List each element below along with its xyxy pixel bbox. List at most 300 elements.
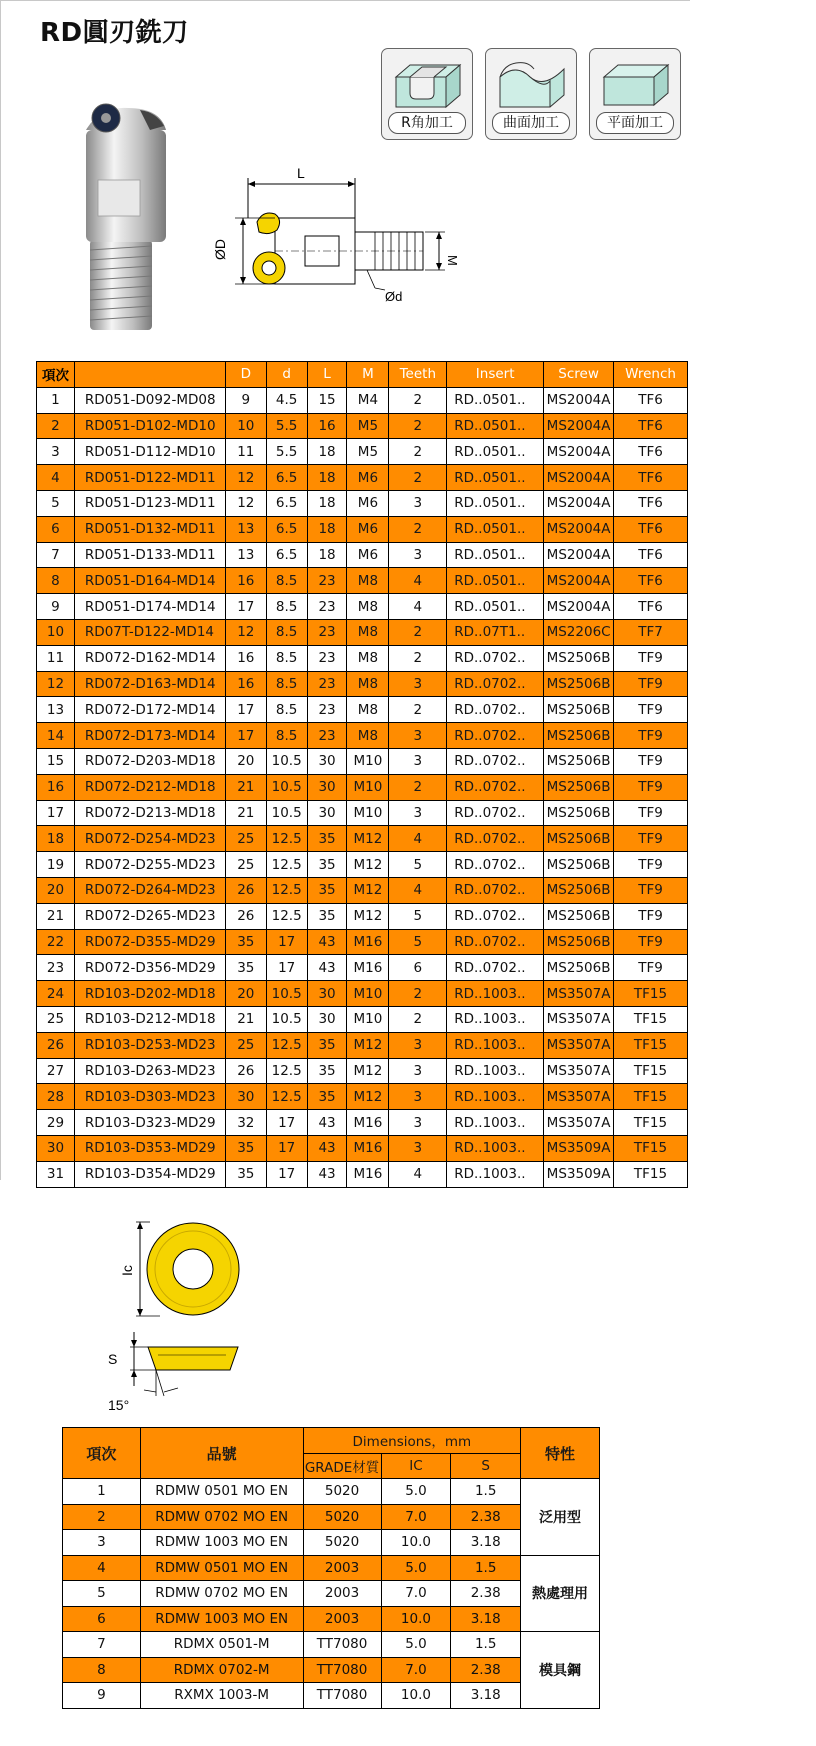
cell-item: 29: [37, 1110, 75, 1136]
cell-L: 30: [307, 774, 347, 800]
cell-item: 10: [37, 619, 75, 645]
cell-teeth: 2: [389, 1006, 447, 1032]
operation-r-corner: [381, 48, 473, 140]
cell-model: RD072-D265-MD23: [74, 903, 225, 929]
cell-grade: 2003: [303, 1555, 381, 1581]
cell-D: 17: [225, 697, 266, 723]
cell-model: RD103-D212-MD18: [74, 1006, 225, 1032]
cell-wrench: TF6: [614, 516, 688, 542]
cell-model: RD072-D162-MD14: [74, 645, 225, 671]
cell-model: RD103-D323-MD29: [74, 1110, 225, 1136]
cell-teeth: 2: [389, 413, 447, 439]
cell-insert: RD..1003..: [447, 1032, 544, 1058]
cell-screw: MS2506B: [544, 723, 614, 749]
cell-L: 43: [307, 1161, 347, 1187]
cell-D: 21: [225, 774, 266, 800]
operation-label: 平面加工: [596, 112, 674, 134]
cell-d: 10.5: [266, 774, 307, 800]
cell-grade: 5020: [303, 1530, 381, 1556]
cell-teeth: 2: [389, 439, 447, 465]
col-M: M: [347, 362, 389, 388]
cell-d: 8.5: [266, 697, 307, 723]
cell-item: 22: [37, 929, 75, 955]
cell-M: M12: [347, 852, 389, 878]
cell-insert: RD..0702..: [447, 877, 544, 903]
cell-d: 6.5: [266, 490, 307, 516]
cell-screw: MS3507A: [544, 1006, 614, 1032]
cell-ic: 5.0: [381, 1479, 451, 1505]
cell-wrench: TF15: [614, 1084, 688, 1110]
cell-d: 10.5: [266, 748, 307, 774]
col-item: 項次: [63, 1428, 141, 1479]
cell-M: M16: [347, 929, 389, 955]
cell-D: 9: [225, 387, 266, 413]
cell-wrench: TF9: [614, 929, 688, 955]
cell-insert: RD..0501..: [447, 387, 544, 413]
cell-teeth: 4: [389, 826, 447, 852]
curved-surface-machining-icon: [494, 55, 570, 115]
cell-L: 23: [307, 723, 347, 749]
cell-item: 14: [37, 723, 75, 749]
cell-M: M8: [347, 594, 389, 620]
cell-s: 1.5: [451, 1632, 521, 1658]
cell-M: M10: [347, 981, 389, 1007]
table-row: [37, 697, 688, 723]
cell-D: 17: [225, 594, 266, 620]
cell-wrench: TF15: [614, 1006, 688, 1032]
cell-screw: MS2506B: [544, 774, 614, 800]
cell-wrench: TF15: [614, 1058, 688, 1084]
cell-M: M6: [347, 516, 389, 542]
cell-product: RDMW 0702 MO EN: [140, 1504, 303, 1530]
cell-L: 35: [307, 826, 347, 852]
cell-wrench: TF9: [614, 800, 688, 826]
cell-insert: RD..0702..: [447, 903, 544, 929]
cell-D: 25: [225, 852, 266, 878]
table-row: [37, 955, 688, 981]
cell-item: 2: [37, 413, 75, 439]
cell-M: M5: [347, 413, 389, 439]
cell-item: 23: [37, 955, 75, 981]
cell-item: 24: [37, 981, 75, 1007]
table-row: [37, 594, 688, 620]
cell-item: 4: [37, 465, 75, 491]
cell-L: 30: [307, 800, 347, 826]
cell-item: 5: [63, 1581, 141, 1607]
cell-screw: MS2004A: [544, 542, 614, 568]
cell-d: 8.5: [266, 619, 307, 645]
cell-insert: RD..1003..: [447, 1161, 544, 1187]
cell-item: 1: [37, 387, 75, 413]
cell-teeth: 3: [389, 723, 447, 749]
cell-grade: 2003: [303, 1581, 381, 1607]
cell-s: 1.5: [451, 1479, 521, 1505]
cell-ic: 7.0: [381, 1581, 451, 1607]
cell-M: M10: [347, 800, 389, 826]
cell-L: 23: [307, 671, 347, 697]
cell-insert: RD..0702..: [447, 671, 544, 697]
cell-item: 12: [37, 671, 75, 697]
cell-teeth: 3: [389, 1058, 447, 1084]
cell-M: M16: [347, 1161, 389, 1187]
cell-d: 17: [266, 1110, 307, 1136]
cell-ic: 7.0: [381, 1504, 451, 1530]
cell-d: 10.5: [266, 800, 307, 826]
cell-teeth: 5: [389, 903, 447, 929]
cell-M: M12: [347, 877, 389, 903]
cell-item: 7: [37, 542, 75, 568]
cell-item: 17: [37, 800, 75, 826]
cell-screw: MS2004A: [544, 387, 614, 413]
cell-D: 12: [225, 619, 266, 645]
cell-insert: RD..0501..: [447, 542, 544, 568]
cell-insert: RD..1003..: [447, 1084, 544, 1110]
cell-screw: MS2506B: [544, 800, 614, 826]
cell-wrench: TF15: [614, 1110, 688, 1136]
cell-D: 20: [225, 981, 266, 1007]
cell-item: 1: [63, 1479, 141, 1505]
col-wrench: Wrench: [614, 362, 688, 388]
cell-M: M6: [347, 465, 389, 491]
cell-insert: RD..0702..: [447, 723, 544, 749]
cell-s: 3.18: [451, 1606, 521, 1632]
cell-screw: MS2506B: [544, 748, 614, 774]
cell-model: RD072-D212-MD18: [74, 774, 225, 800]
table-row: [37, 645, 688, 671]
cell-grade: TT7080: [303, 1683, 381, 1709]
cell-screw: MS3507A: [544, 981, 614, 1007]
cell-grade: 5020: [303, 1479, 381, 1505]
cell-item: 9: [63, 1683, 141, 1709]
cell-M: M8: [347, 671, 389, 697]
cell-item: 20: [37, 877, 75, 903]
cell-wrench: TF9: [614, 955, 688, 981]
cell-model: RD072-D255-MD23: [74, 852, 225, 878]
cell-teeth: 2: [389, 981, 447, 1007]
cell-item: 19: [37, 852, 75, 878]
cell-L: 23: [307, 594, 347, 620]
cell-item: 2: [63, 1504, 141, 1530]
table-row: [37, 1084, 688, 1110]
cell-model: RD051-D102-MD10: [74, 413, 225, 439]
cell-s: 2.38: [451, 1504, 521, 1530]
cell-L: 18: [307, 465, 347, 491]
cell-product: RDMW 0702 MO EN: [140, 1581, 303, 1607]
cell-L: 18: [307, 542, 347, 568]
cell-L: 35: [307, 877, 347, 903]
page-border-left: [0, 0, 1, 1180]
cell-L: 43: [307, 1110, 347, 1136]
cell-teeth: 3: [389, 800, 447, 826]
cell-screw: MS2506B: [544, 671, 614, 697]
insert-ic-label: Ic: [119, 1265, 135, 1276]
cell-product: RDMW 0501 MO EN: [140, 1479, 303, 1505]
table-row: [37, 903, 688, 929]
col-D: D: [225, 362, 266, 388]
cell-s: 2.38: [451, 1657, 521, 1683]
tool-spec-table: [36, 361, 688, 1188]
table-row: [37, 413, 688, 439]
cell-model: RD072-D355-MD29: [74, 929, 225, 955]
cell-d: 12.5: [266, 826, 307, 852]
cell-item: 4: [63, 1555, 141, 1581]
cell-screw: MS2004A: [544, 594, 614, 620]
cell-screw: MS2506B: [544, 929, 614, 955]
cell-grade: TT7080: [303, 1657, 381, 1683]
cell-D: 35: [225, 929, 266, 955]
cell-d: 12.5: [266, 1084, 307, 1110]
table-row: [37, 568, 688, 594]
insert-spec-table: [62, 1427, 600, 1709]
col-insert: Insert: [447, 362, 544, 388]
operation-icons: [381, 48, 681, 140]
cell-teeth: 4: [389, 594, 447, 620]
cell-d: 6.5: [266, 542, 307, 568]
cell-screw: MS3507A: [544, 1058, 614, 1084]
cell-d: 12.5: [266, 1032, 307, 1058]
operation-label: 曲面加工: [492, 112, 570, 134]
cell-insert: RD..1003..: [447, 981, 544, 1007]
cell-M: M4: [347, 387, 389, 413]
cell-insert: RD..0501..: [447, 439, 544, 465]
cell-ic: 10.0: [381, 1606, 451, 1632]
cell-wrench: TF6: [614, 568, 688, 594]
cell-D: 25: [225, 826, 266, 852]
cell-wrench: TF15: [614, 1135, 688, 1161]
cell-L: 30: [307, 981, 347, 1007]
cell-d: 6.5: [266, 516, 307, 542]
cell-teeth: 2: [389, 465, 447, 491]
cell-L: 18: [307, 490, 347, 516]
cell-wrench: TF9: [614, 748, 688, 774]
cell-D: 21: [225, 800, 266, 826]
cell-model: RD051-D112-MD10: [74, 439, 225, 465]
cell-screw: MS2004A: [544, 490, 614, 516]
cell-wrench: TF6: [614, 594, 688, 620]
col-screw: Screw: [544, 362, 614, 388]
cell-teeth: 6: [389, 955, 447, 981]
cell-teeth: 2: [389, 387, 447, 413]
table-row: [37, 619, 688, 645]
cell-screw: MS2506B: [544, 955, 614, 981]
cell-D: 26: [225, 1058, 266, 1084]
cell-product: RDMW 0501 MO EN: [140, 1555, 303, 1581]
cell-screw: MS2004A: [544, 516, 614, 542]
dim-M-label: M: [445, 255, 460, 266]
cell-teeth: 2: [389, 619, 447, 645]
cell-model: RD051-D122-MD11: [74, 465, 225, 491]
cell-screw: MS3507A: [544, 1032, 614, 1058]
cell-teeth: 2: [389, 774, 447, 800]
cell-insert: RD..1003..: [447, 1006, 544, 1032]
dim-d-label: Ød: [385, 289, 403, 304]
cell-L: 43: [307, 955, 347, 981]
cell-screw: MS2506B: [544, 645, 614, 671]
cell-d: 17: [266, 955, 307, 981]
table-row: [37, 1058, 688, 1084]
cell-teeth: 5: [389, 852, 447, 878]
table-row: [63, 1530, 600, 1556]
cell-item: 16: [37, 774, 75, 800]
cell-screw: MS2506B: [544, 903, 614, 929]
cell-M: M8: [347, 697, 389, 723]
cell-L: 30: [307, 748, 347, 774]
cell-model: RD103-D263-MD23: [74, 1058, 225, 1084]
cell-D: 13: [225, 516, 266, 542]
col-feature: 特性: [521, 1428, 600, 1479]
table-row: [37, 1006, 688, 1032]
cell-D: 32: [225, 1110, 266, 1136]
r-corner-machining-icon: [390, 55, 466, 115]
cell-s: 3.18: [451, 1530, 521, 1556]
cell-insert: RD..0702..: [447, 800, 544, 826]
col-dimensions: Dimensions，mm: [303, 1428, 521, 1454]
cell-d: 8.5: [266, 594, 307, 620]
cell-insert: RD..0702..: [447, 697, 544, 723]
insert-dimension-drawing: [100, 1216, 240, 1416]
cell-wrench: TF15: [614, 1161, 688, 1187]
cell-M: M8: [347, 568, 389, 594]
cell-d: 12.5: [266, 1058, 307, 1084]
insert-s-label: S: [108, 1351, 118, 1367]
cell-item: 6: [63, 1606, 141, 1632]
cell-M: M16: [347, 1135, 389, 1161]
insert-angle-label: 15°: [108, 1397, 130, 1413]
cell-d: 8.5: [266, 671, 307, 697]
cell-insert: RD..0702..: [447, 955, 544, 981]
cell-screw: MS2004A: [544, 465, 614, 491]
cell-screw: MS3509A: [544, 1135, 614, 1161]
cell-L: 35: [307, 1058, 347, 1084]
cell-insert: RD..07T1..: [447, 619, 544, 645]
col-item: 項次: [37, 362, 75, 388]
col-grade: GRADE材質: [303, 1453, 381, 1479]
table-row: [37, 981, 688, 1007]
table-row: [63, 1555, 600, 1581]
cell-M: M16: [347, 1110, 389, 1136]
cell-model: RD051-D174-MD14: [74, 594, 225, 620]
cell-L: 15: [307, 387, 347, 413]
cell-screw: MS2004A: [544, 568, 614, 594]
cell-D: 13: [225, 542, 266, 568]
cell-teeth: 2: [389, 516, 447, 542]
cell-product: RDMX 0702-M: [140, 1657, 303, 1683]
col-teeth: Teeth: [389, 362, 447, 388]
cell-M: M8: [347, 619, 389, 645]
table-row: [37, 826, 688, 852]
cell-M: M10: [347, 748, 389, 774]
cell-M: M8: [347, 645, 389, 671]
cell-d: 4.5: [266, 387, 307, 413]
cell-D: 10: [225, 413, 266, 439]
table-row: [37, 800, 688, 826]
cell-d: 5.5: [266, 439, 307, 465]
table-row: [37, 490, 688, 516]
cell-item: 26: [37, 1032, 75, 1058]
cell-insert: RD..0501..: [447, 594, 544, 620]
cell-teeth: 3: [389, 748, 447, 774]
cell-ic: 5.0: [381, 1632, 451, 1658]
cell-item: 31: [37, 1161, 75, 1187]
cell-wrench: TF6: [614, 465, 688, 491]
cell-screw: MS3507A: [544, 1110, 614, 1136]
page-border-top: [0, 0, 690, 1]
table-row: [37, 774, 688, 800]
cell-item: 30: [37, 1135, 75, 1161]
cell-wrench: TF9: [614, 774, 688, 800]
cell-model: RD103-D202-MD18: [74, 981, 225, 1007]
cell-item: 13: [37, 697, 75, 723]
cell-wrench: TF6: [614, 542, 688, 568]
col-product: 品號: [140, 1428, 303, 1479]
cell-ic: 7.0: [381, 1657, 451, 1683]
cell-product: RDMX 0501-M: [140, 1632, 303, 1658]
cell-d: 12.5: [266, 852, 307, 878]
cell-D: 16: [225, 568, 266, 594]
cell-wrench: TF6: [614, 439, 688, 465]
cell-M: M6: [347, 490, 389, 516]
cell-d: 5.5: [266, 413, 307, 439]
cell-item: 8: [37, 568, 75, 594]
cell-screw: MS2004A: [544, 439, 614, 465]
cell-M: M10: [347, 774, 389, 800]
dim-L-label: L: [297, 165, 305, 181]
cell-item: 15: [37, 748, 75, 774]
cell-insert: RD..0501..: [447, 516, 544, 542]
table-row: [37, 1110, 688, 1136]
cell-D: 26: [225, 877, 266, 903]
col-s: S: [451, 1453, 521, 1479]
cell-screw: MS2506B: [544, 852, 614, 878]
cell-grade: 5020: [303, 1504, 381, 1530]
table-row: [63, 1632, 600, 1658]
cell-D: 17: [225, 723, 266, 749]
table-row: [37, 877, 688, 903]
cell-L: 23: [307, 619, 347, 645]
cell-ic: 5.0: [381, 1555, 451, 1581]
cell-teeth: 3: [389, 1084, 447, 1110]
cell-wrench: TF15: [614, 981, 688, 1007]
tool-table-header: [37, 362, 688, 388]
tool-dimension-drawing: [212, 165, 475, 308]
cell-M: M12: [347, 826, 389, 852]
cell-insert: RD..0702..: [447, 826, 544, 852]
cell-d: 6.5: [266, 465, 307, 491]
cell-teeth: 3: [389, 671, 447, 697]
cell-L: 35: [307, 1032, 347, 1058]
cell-model: RD072-D173-MD14: [74, 723, 225, 749]
cell-screw: MS3509A: [544, 1161, 614, 1187]
table-row: [37, 439, 688, 465]
cell-s: 1.5: [451, 1555, 521, 1581]
cell-wrench: TF7: [614, 619, 688, 645]
cell-L: 23: [307, 568, 347, 594]
table-row: [37, 929, 688, 955]
cell-insert: RD..1003..: [447, 1110, 544, 1136]
cell-item: 3: [37, 439, 75, 465]
cell-item: 5: [37, 490, 75, 516]
cell-model: RD072-D213-MD18: [74, 800, 225, 826]
cell-screw: MS2004A: [544, 413, 614, 439]
cell-M: M8: [347, 723, 389, 749]
cell-D: 11: [225, 439, 266, 465]
cell-teeth: 4: [389, 568, 447, 594]
cell-D: 16: [225, 645, 266, 671]
table-row: [63, 1479, 600, 1505]
cell-wrench: TF9: [614, 671, 688, 697]
cell-insert: RD..1003..: [447, 1058, 544, 1084]
cell-ic: 10.0: [381, 1530, 451, 1556]
